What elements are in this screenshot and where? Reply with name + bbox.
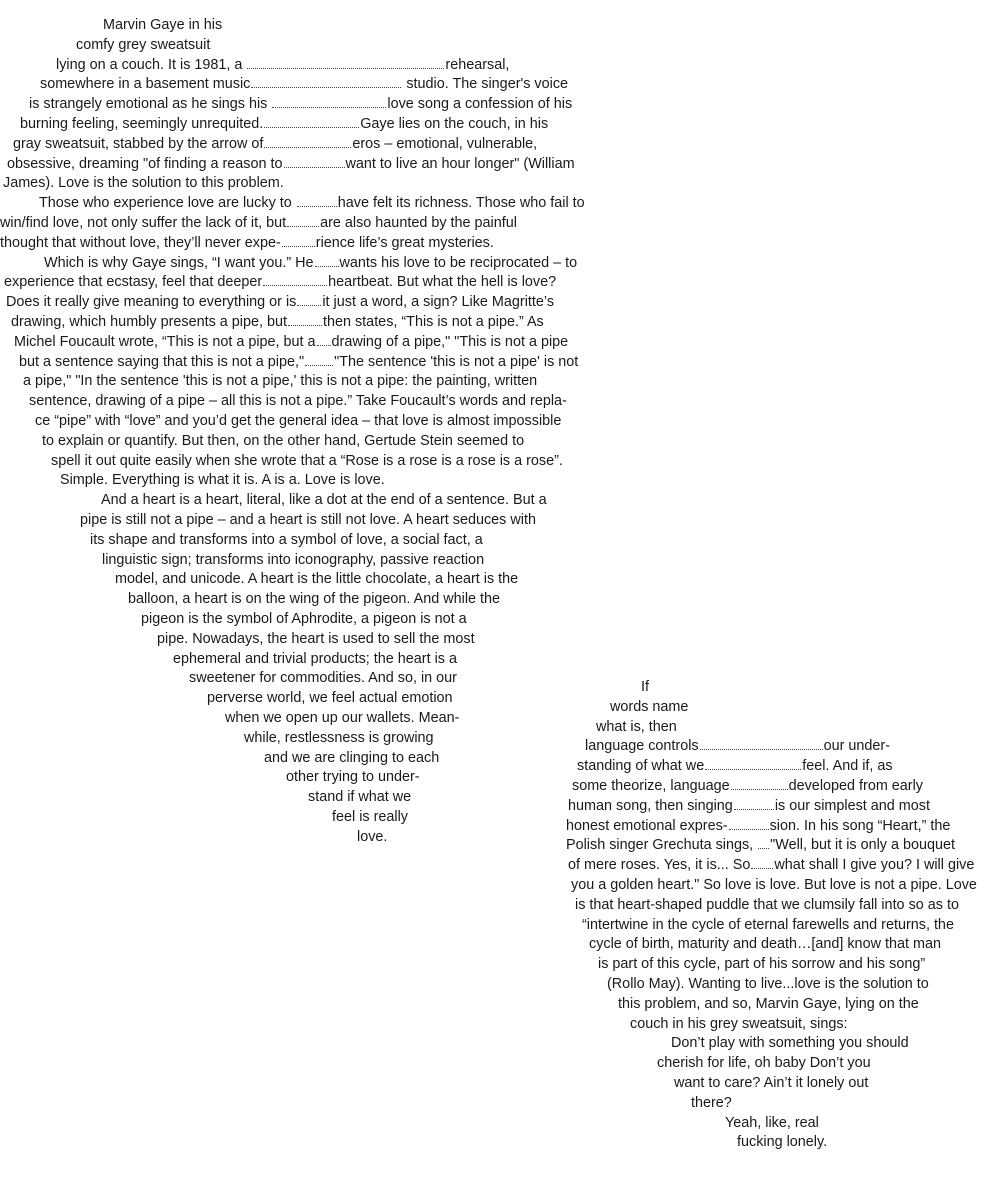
text-line: [115, 570, 518, 590]
text-line: [13, 135, 537, 155]
text-segment: honest emotional expres-: [566, 817, 728, 834]
text-segment: “intertwine in the cycle of eternal farewells and returns, the: [582, 916, 954, 933]
text-line: [80, 511, 536, 531]
text-segment: model, and unicode. A heart is the little chocolate, a heart is the: [115, 571, 519, 588]
text-segment: drawing of a pipe," "This is not a pipe: [331, 333, 569, 350]
dotted-leader: [288, 325, 322, 326]
text-line: [173, 650, 457, 670]
text-segment: other trying to under-: [286, 769, 420, 786]
dotted-leader: [734, 809, 774, 810]
text-line: [585, 737, 890, 757]
text-segment: then states, “This is not a pipe.” As: [322, 314, 544, 330]
text-segment: is strangely emotional as he sings his: [29, 96, 272, 113]
text-segment: (Rollo May). Wanting to live...love is the solution to: [607, 976, 929, 992]
text-segment: have felt its richness. Those who fail to: [337, 195, 585, 212]
text-segment: is part of this cycle, part of his sorrow and his song”: [598, 956, 926, 973]
text-line: [671, 1034, 909, 1054]
text-line: [641, 678, 649, 698]
text-line: [598, 955, 925, 975]
text-segment: human song, then singing: [568, 797, 733, 814]
text-line: [691, 1094, 732, 1114]
text-segment: of mere roses. Yes, it is... So: [568, 857, 751, 874]
text-segment: you a golden heart." So love is love. But love is not a pipe. Love: [571, 877, 977, 893]
text-line: [207, 689, 453, 709]
text-line: [40, 75, 568, 95]
text-line: [657, 1054, 871, 1074]
text-segment: ephemeral and trivial products; the heart is a: [173, 650, 457, 667]
text-segment: it just a word, a sign? Like Magritte’s: [322, 294, 555, 311]
text-segment: pipe is still not a pipe – and a heart is still not love. A heart seduces with: [80, 512, 536, 528]
text-segment: what shall I give you? I will give: [774, 857, 975, 874]
dotted-leader: [729, 829, 769, 830]
text-line: [3, 174, 284, 194]
text-line: [19, 353, 578, 373]
text-line: [29, 95, 572, 115]
text-line: [44, 254, 577, 274]
text-line: [618, 995, 919, 1015]
text-segment: lying on a couch. It is 1981, a: [56, 56, 247, 73]
text-line: [29, 392, 567, 412]
text-line: [7, 155, 575, 175]
text-segment: and we are clinging to each: [264, 749, 440, 766]
text-segment: is that heart-shaped puddle that we clumsily fall into so as to: [575, 896, 959, 913]
text-line: [35, 412, 561, 432]
text-line: [575, 896, 959, 916]
text-line: [244, 729, 434, 749]
text-segment: somewhere in a basement music: [40, 76, 251, 93]
dotted-leader: [305, 365, 333, 366]
text-segment: cherish for life, oh baby Don’t you: [657, 1055, 871, 1072]
dotted-leader: [297, 206, 337, 207]
text-segment: Don’t play with something you should: [671, 1035, 909, 1052]
text-line: [157, 630, 475, 650]
text-segment: Yeah, like, real: [725, 1114, 819, 1131]
text-segment: experience that ecstasy, feel that deeper: [4, 274, 263, 291]
text-segment: "Well, but it is only a bouquet: [770, 837, 956, 854]
text-segment: Which is why Gaye sings, “I want you.” He: [44, 254, 314, 271]
text-line: [571, 876, 977, 896]
text-segment: standing of what we: [577, 758, 705, 775]
text-segment: language controls: [585, 738, 699, 755]
text-segment: drawing, which humbly presents a pipe, but: [11, 314, 287, 330]
text-line: [568, 856, 974, 876]
text-segment: want to care? Ain’t it lonely out: [674, 1075, 869, 1091]
text-line: [20, 115, 548, 135]
dotted-leader: [297, 305, 321, 306]
text-line: [56, 56, 509, 76]
text-segment: developed from early: [788, 778, 923, 794]
text-line: [674, 1074, 868, 1094]
text-segment: is our simplest and most: [774, 797, 930, 814]
text-segment: Marvin Gaye in his: [103, 17, 223, 33]
text-segment: but a sentence saying that this is not a pipe,": [19, 353, 305, 370]
dotted-leader: [731, 789, 788, 790]
text-segment: James). Love is the solution to this problem.: [3, 175, 284, 192]
text-line: [128, 590, 500, 610]
dotted-leader: [758, 848, 769, 849]
dotted-leader: [247, 68, 444, 69]
text-line: [42, 432, 524, 452]
text-segment: gray sweatsuit, stabbed by the arrow of: [13, 135, 264, 152]
text-segment: If: [641, 679, 649, 695]
dotted-leader: [272, 107, 386, 108]
text-line: [610, 698, 688, 718]
dotted-leader: [287, 226, 319, 227]
text-segment: wants his love to be reciprocated – to: [339, 254, 578, 271]
text-line: [23, 372, 537, 392]
text-segment: Gaye lies on the couch, in his: [360, 116, 549, 132]
text-line: [103, 16, 222, 36]
text-line: [76, 36, 210, 56]
dotted-leader: [315, 266, 339, 267]
text-segment: spell it out quite easily when she wrote that a “Rose is a rose is a rose is a rose”.: [51, 452, 563, 469]
text-segment: And a heart is a heart, literal, like a dot at the end of a sentence. But a: [101, 492, 547, 509]
text-segment: obsessive, dreaming "of finding a reason to: [7, 155, 283, 172]
text-segment: cycle of birth, maturity and death…[and] know that man: [589, 936, 941, 953]
text-segment: Simple. Everything is what it is. A is a. Love is love.: [60, 472, 385, 489]
text-segment: Does it really give meaning to everything or is: [6, 294, 297, 311]
text-line: [308, 788, 411, 808]
text-segment: there?: [691, 1094, 732, 1111]
text-line: [357, 828, 387, 848]
text-line: [596, 718, 677, 738]
text-segment: studio. The singer's voice: [402, 76, 569, 93]
text-line: [4, 273, 556, 293]
text-segment: feel. And if, as: [802, 758, 893, 775]
text-line: [286, 768, 420, 788]
text-segment: ce “pipe” with “love” and you’d get the general idea – that love is almost impossible: [35, 413, 562, 429]
text-segment: "The sentence 'this is not a pipe' is not: [334, 353, 579, 370]
text-segment: pipe. Nowadays, the heart is used to sell the most: [157, 630, 475, 647]
text-line: [39, 194, 585, 214]
text-segment: win/find love, not only suffer the lack of it, but: [0, 215, 287, 231]
text-segment: rience life’s great mysteries.: [315, 234, 494, 251]
text-segment: are also haunted by the painful: [320, 215, 517, 231]
text-line: [572, 777, 923, 797]
dotted-leader: [705, 769, 801, 770]
dotted-leader: [264, 127, 359, 128]
text-line: [225, 709, 459, 729]
dotted-leader: [263, 285, 327, 286]
text-segment: pigeon is the symbol of Aphrodite, a pigeon is not a: [141, 611, 467, 627]
text-segment: our under-: [823, 738, 891, 755]
text-segment: rehearsal,: [445, 56, 510, 73]
text-line: [6, 293, 554, 313]
text-segment: thought that without love, they’ll never expe-: [0, 234, 281, 251]
text-line: [11, 313, 544, 333]
text-segment: Polish singer Grechuta sings,: [566, 837, 758, 854]
text-segment: balloon, a heart is on the wing of the pigeon. And while the: [128, 591, 501, 608]
text-line: [101, 491, 547, 511]
text-segment: love song a confession of his: [387, 96, 573, 113]
text-segment: Michel Foucault wrote, “This is not a pipe, but a: [14, 333, 316, 350]
text-segment: stand if what we: [308, 789, 412, 806]
text-line: [589, 935, 941, 955]
text-line: [189, 669, 457, 689]
dotted-leader: [700, 749, 823, 750]
text-line: [607, 975, 929, 995]
text-line: [332, 808, 408, 828]
text-segment: when we open up our wallets. Mean-: [225, 710, 460, 726]
text-line: [14, 333, 568, 353]
text-line: [51, 452, 563, 472]
text-line: [566, 817, 950, 837]
text-segment: eros – emotional, vulnerable,: [352, 135, 538, 152]
text-line: [264, 749, 439, 769]
text-segment: Those who experience love are lucky to: [39, 195, 296, 212]
text-line: [90, 531, 483, 551]
dotted-leader: [751, 868, 773, 869]
text-segment: to explain or quantify. But then, on the other hand, Gertude Stein seemed to: [42, 432, 525, 449]
text-line: [0, 234, 494, 254]
dotted-leader: [282, 246, 315, 247]
text-line: [737, 1133, 827, 1153]
text-line: [577, 757, 893, 777]
text-segment: while, restlessness is growing: [244, 729, 434, 746]
text-segment: feel is really: [332, 809, 408, 825]
text-line: [725, 1114, 819, 1134]
text-segment: sweetener for commodities. And so, in our: [189, 670, 457, 687]
text-line: [102, 551, 484, 571]
text-line: [141, 610, 467, 630]
dotted-leader: [284, 167, 345, 168]
text-segment: linguistic sign; transforms into iconography, passive reaction: [102, 551, 485, 568]
dotted-leader: [251, 87, 401, 88]
dotted-leader: [264, 147, 351, 148]
text-segment: some theorize, language: [572, 778, 730, 794]
text-line: [566, 836, 955, 856]
text-line: [568, 797, 930, 817]
text-segment: love.: [357, 828, 388, 845]
text-line: [582, 916, 954, 936]
text-line: [0, 214, 517, 234]
text-segment: a pipe," "In the sentence 'this is not a pipe,' this is not a pipe: the painting, written: [23, 373, 538, 390]
text-segment: what is, then: [596, 718, 677, 735]
text-segment: comfy grey sweatsuit: [76, 36, 211, 53]
text-line: [630, 1015, 848, 1035]
text-segment: fucking lonely.: [737, 1134, 828, 1151]
text-segment: burning feeling, seemingly unrequited.: [20, 116, 264, 132]
dotted-leader: [317, 345, 331, 346]
text-segment: couch in his grey sweatsuit, sings:: [630, 1015, 848, 1032]
text-segment: sion. In his song “Heart,” the: [769, 817, 951, 834]
text-segment: perverse world, we feel actual emotion: [207, 690, 453, 707]
text-segment: words name: [610, 698, 689, 715]
text-segment: want to live an hour longer" (William: [345, 155, 575, 172]
text-segment: its shape and transforms into a symbol of love, a social fact, a: [90, 531, 483, 548]
text-segment: this problem, and so, Marvin Gaye, lying on the: [618, 995, 919, 1012]
text-line: [60, 471, 385, 491]
text-segment: sentence, drawing of a pipe – all this is not a pipe.” Take Foucault’s words and repla-: [29, 393, 567, 410]
text-segment: heartbeat. But what the hell is love?: [328, 274, 557, 291]
